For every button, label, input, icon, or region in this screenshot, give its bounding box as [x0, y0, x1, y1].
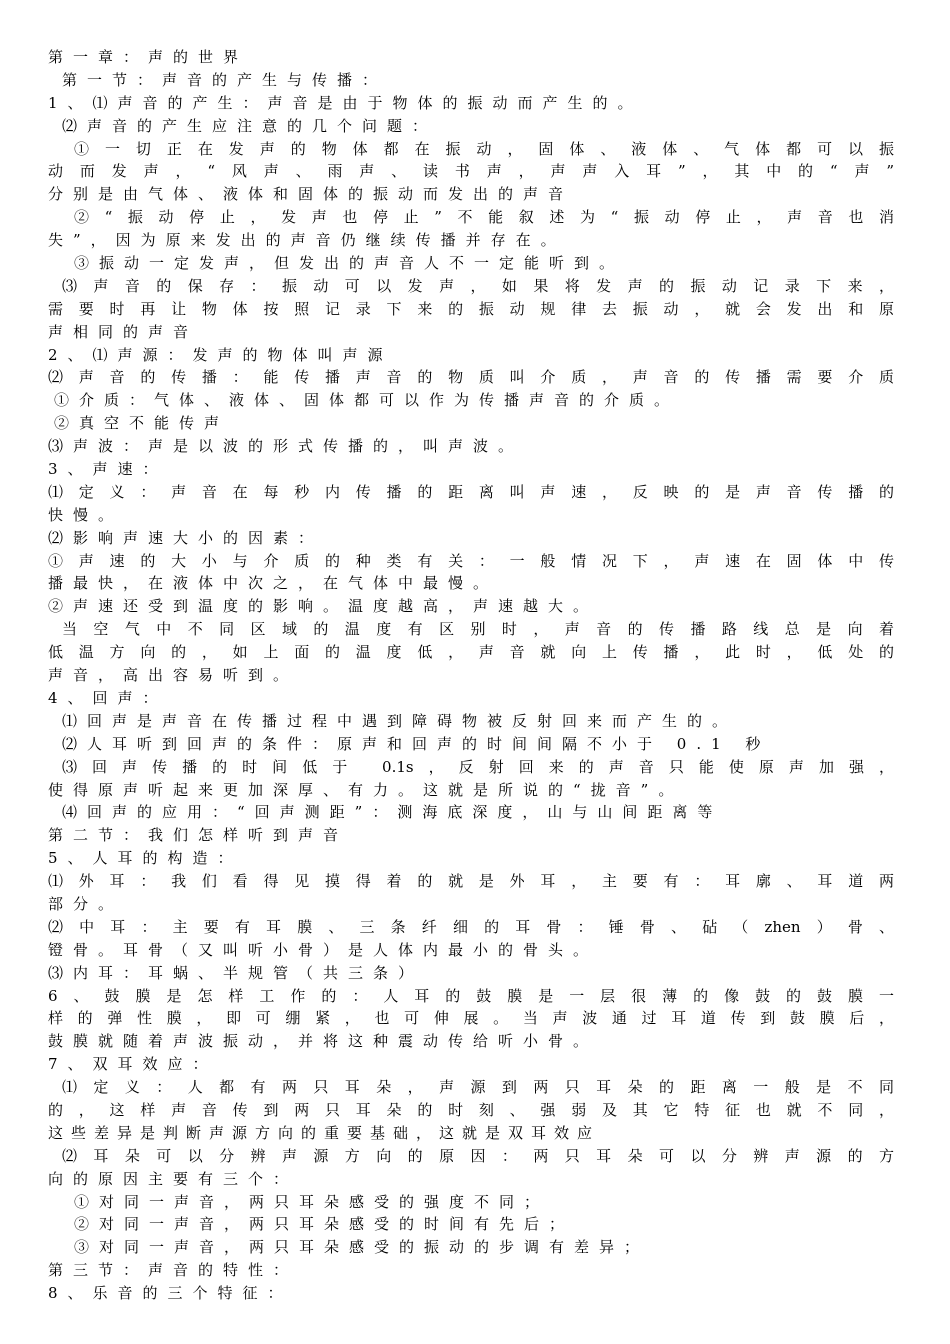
paragraph-line: 8、乐音的三个特征：: [48, 1284, 293, 1303]
paragraph-line: ⑵声音的传播：能传播声音的物质叫介质，声音的传播需要介质: [48, 368, 894, 387]
paragraph-line: ①介质：气体、液体、固体都可以作为传播声音的介质。: [54, 391, 680, 410]
paragraph-line: ⑶内耳：耳蜗、半规管（共三条）: [48, 963, 424, 982]
paragraph-line: ②对同一声音，两只耳朵感受的时间有先后；: [74, 1215, 575, 1234]
paragraph-line: 鼓膜就随着声波振动，并将这种震动传给听小骨。: [48, 1032, 599, 1051]
paragraph-line: ②声速还受到温度的影响。温度越高，声速越大。: [48, 597, 599, 616]
paragraph-line: ⑵声音的产生应注意的几个问题：: [62, 116, 438, 135]
paragraph-line: 2、⑴声源：发声的物体叫声源: [48, 345, 393, 364]
paragraph-line: 3、声速：: [48, 460, 168, 479]
paragraph-line: ⑴定义：人都有两只耳朵，声源到两只耳朵的距离一般是不同: [62, 1078, 894, 1097]
paragraph-line: 的，这样声音传到两只耳朵的时刻、强弱及其它特征也就不同，: [48, 1100, 894, 1119]
paragraph-line: ①对同一声音，两只耳朵感受的强度不同；: [74, 1192, 550, 1211]
paragraph-line: ③振动一定发声，但发出的声音人不一定能听到。: [74, 254, 625, 273]
paragraph-line: 声音，高出容易听到。: [48, 666, 299, 685]
paragraph-line: 低温方向的，如上面的温度低，声音就向上传播，此时，低处的: [48, 643, 894, 662]
section-title: 第二节：我们怎样听到声音: [48, 826, 349, 845]
paragraph-line: ③对同一声音，两只耳朵感受的振动的步调有差异；: [74, 1238, 650, 1257]
paragraph-line: 动而发声，“风声、雨声、读书声，声声入耳”，其中的“声”: [48, 162, 894, 181]
paragraph-line: ⑵影响声速大小的因素：: [48, 528, 324, 547]
chapter-title: 第一章：声的世界: [48, 48, 249, 66]
paragraph-line: 镫骨。耳骨（又叫听小骨）是人体内最小的骨头。: [48, 940, 599, 959]
paragraph-line: 当空气中不同区域的温度有区别时，声音的传播路线总是向着: [62, 620, 894, 639]
paragraph-line: ⑵耳朵可以分辨声源方向的原因：两只耳朵可以分辨声源的方: [62, 1146, 894, 1165]
paragraph-line: 样的弹性膜，即可绷紧，也可伸展。当声波通过耳道传到鼓膜后，: [48, 1009, 894, 1028]
paragraph-line: 声相同的声音: [48, 322, 199, 341]
paragraph-line: 7、双耳效应：: [48, 1055, 218, 1074]
paragraph-line: 播最快，在液体中次之，在气体中最慢。: [48, 574, 499, 593]
paragraph-line: ①一切正在发声的物体都在振动，固体、液体、气体都可以振: [74, 139, 894, 158]
paragraph-line: 1、⑴声音的产生：声音是由于物体的振动而产生的。: [48, 93, 643, 112]
paragraph-line: ⑴定义：声音在每秒内传播的距离叫声速，反映的是声音传播的: [48, 482, 894, 501]
paragraph-line: ⑵中耳：主要有耳膜、三条纤细的耳骨：锤骨、砧（zhen）骨、: [48, 917, 894, 936]
section-title: 第一节：声音的产生与传播：: [62, 70, 388, 89]
paragraph-line: 这些差异是判断声源方向的重要基础，这就是双耳效应: [48, 1123, 601, 1142]
paragraph-line: ⑴外耳：我们看得见摸得着的就是外耳，主要有：耳廓、耳道两: [48, 872, 894, 891]
paragraph-line: 快慢。: [48, 505, 124, 524]
paragraph-line: ⑶声音的保存：振动可以发声，如果将发声的振动记录下来，: [62, 276, 894, 295]
paragraph-line: ⑴回声是声音在传播过程中遇到障碍物被反射回来而产生的。: [62, 711, 738, 730]
paragraph-line: 需要时再让物体按照记录下来的振动规律去振动，就会发出和原: [48, 299, 894, 318]
paragraph-line: ⑷回声的应用：“回声测距”：测海底深度，山与山间距离等: [62, 803, 723, 822]
paragraph-line: ⑵人耳听到回声的条件：原声和回声的时间间隔不小于 0.1 秒: [62, 734, 771, 753]
section-title: 第三节：声音的特性：: [48, 1261, 299, 1280]
paragraph-line: ①声速的大小与介质的种类有关：一般情况下，声速在固体中传: [48, 551, 894, 570]
paragraph-line: 4、回声：: [48, 688, 168, 707]
paragraph-line: 向的原因主要有三个：: [48, 1169, 299, 1188]
paragraph-line: ②“振动停止，发声也停止”不能叙述为“振动停止，声音也消: [74, 208, 894, 227]
paragraph-line: 失”，因为原来发出的声音仍继续传播并存在。: [48, 231, 566, 250]
paragraph-line: 使得原声听起来更加深厚、有力。这就是所说的“拢音”。: [48, 780, 684, 799]
paragraph-line: ②真空不能传声: [54, 414, 230, 433]
paragraph-line: 6、鼓膜是怎样工作的：人耳的鼓膜是一层很薄的像鼓的鼓膜一: [48, 986, 894, 1005]
paragraph-line: 部分。: [48, 894, 124, 913]
paragraph-line: 分别是由气体、液体和固体的振动而发出的声音: [48, 185, 574, 204]
paragraph-line: ⑶回声传播的时间低于 0.1s，反射回来的声音只能使原声加强，: [62, 757, 894, 776]
paragraph-line: ⑶声波：声是以波的形式传播的，叫声波。: [48, 437, 524, 456]
paragraph-line: 5、人耳的构造：: [48, 849, 243, 868]
